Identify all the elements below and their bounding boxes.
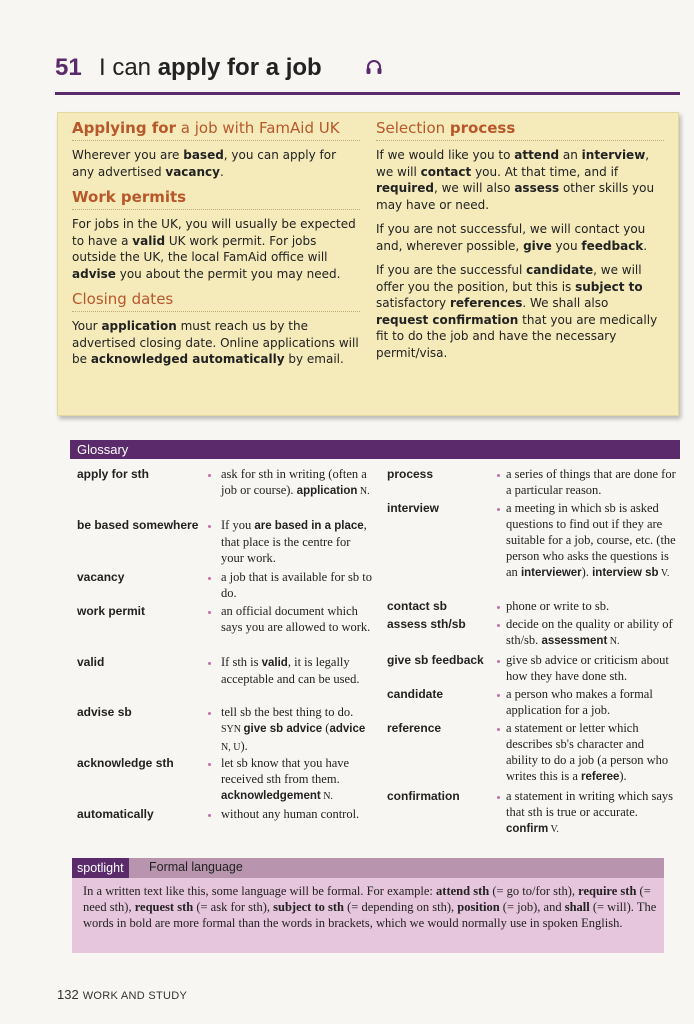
bullet-dot-icon <box>208 474 211 477</box>
glossary-definition: phone or write to sb. <box>506 599 610 613</box>
glossary-definition: a person who makes a formal application for a job. <box>506 687 653 717</box>
spotlight-subtitle: Formal language <box>149 860 243 874</box>
glossary-term: interview <box>387 501 440 515</box>
heading-selection-process: Selection process <box>376 119 664 141</box>
glossary-term: apply for sth <box>77 467 150 481</box>
page-title <box>99 54 322 82</box>
glossary-definition: If you are based in a place, that place is the centre for your work. <box>221 518 367 565</box>
notice-left-column <box>72 119 360 376</box>
title-bold: apply for a job <box>157 54 322 81</box>
bullet-dot-icon <box>208 577 211 580</box>
glossary-term: advise sb <box>77 705 132 719</box>
glossary-definition: a series of things that are done for a particular reason. <box>506 467 676 497</box>
glossary-term: automatically <box>77 807 154 821</box>
spotlight-box <box>72 858 664 953</box>
paragraph-work-permits: For jobs in the UK, you will usually be expected to have a valid UK work permit. For jobs outside the UK, the local FamAid office will advise you about the permit you may need. <box>72 217 356 281</box>
bullet-dot-icon <box>497 474 500 477</box>
title-prefix: I can <box>99 54 158 81</box>
glossary-term: process <box>387 467 434 481</box>
glossary-term: be based somewhere <box>77 518 199 532</box>
page-number: 132 <box>57 987 79 1002</box>
paragraph-closing-dates: Your application must reach us by the advertised closing date. Online applications will be acknowledged automatically by email. <box>72 319 359 366</box>
glossary-definition: ask for sth in writing (often a job or course). application N. <box>221 467 370 497</box>
glossary-definition: a statement or letter which describes sb's character and ability to do a job (a person who writes this is a referee). <box>506 721 669 783</box>
glossary-definition: tell sb the best thing to do. SYN give sb advice (advice N, U). <box>221 705 366 753</box>
page-header <box>55 52 680 95</box>
section-name: WORK AND STUDY <box>82 990 188 1002</box>
paragraph-selection-1: If we would like you to attend an interview, we will contact you. At that time, and if required, we will also assess other skills you may have or need. <box>376 148 655 212</box>
glossary-definition: If sth is valid, it is legally acceptable and can be used. <box>221 655 360 686</box>
glossary-term: work permit <box>77 604 146 618</box>
bullet-dot-icon <box>208 712 211 715</box>
glossary-definition: an official document which says you are allowed to work. <box>221 604 371 634</box>
paragraph-applying: Wherever you are based, you can apply for any advertised vacancy. <box>72 148 336 179</box>
notice-right-column <box>376 119 664 369</box>
spotlight-bar <box>72 858 664 878</box>
glossary-term: vacancy <box>77 570 125 584</box>
bullet-dot-icon <box>497 796 500 799</box>
bullet-dot-icon <box>208 662 211 665</box>
bullet-dot-icon <box>497 624 500 627</box>
glossary-term: reference <box>387 721 442 735</box>
unit-number: 51 <box>55 54 82 81</box>
spotlight-text: In a written text like this, some language will be formal. For example: attend sth (= go to/for sth), require sth (= need sth), request sth (= ask for sth), subject to sth (= depending on sth), position (= job), and shall (= will). The words in bold are more formal than the words in brackets, which we would normally use in spoken English. <box>83 884 657 930</box>
bullet-dot-icon <box>208 611 211 614</box>
glossary-definition: a statement in writing which says that sth is true or accurate. confirm V. <box>506 789 673 835</box>
glossary-term: contact sb <box>387 599 448 613</box>
glossary-definition: give sb advice or criticism about how they have done sth. <box>506 653 669 683</box>
bullet-dot-icon <box>497 508 500 511</box>
glossary-term: candidate <box>387 687 444 701</box>
heading-applying: Applying for a job with FamAid UK <box>72 119 360 141</box>
bullet-dot-icon <box>208 814 211 817</box>
bullet-dot-icon <box>208 525 211 528</box>
bullet-dot-icon <box>497 660 500 663</box>
glossary-definition: without any human control. <box>221 807 360 821</box>
glossary-title: Glossary <box>77 442 129 457</box>
glossary-term: acknowledge sth <box>77 756 174 770</box>
glossary-definition: let sb know that you have received sth from them. acknowledgement N. <box>221 756 350 802</box>
paragraph-selection-3: If you are the successful candidate, we will offer you the position, but this is subject to satisfactory references. We shall also request confirmation that you are medically fit to do the job and have the necessary permit/visa. <box>376 263 658 360</box>
heading-work-permits: Work permits <box>72 188 360 210</box>
glossary-definition: a job that is available for sb to do. <box>221 570 373 600</box>
bullet-dot-icon <box>497 694 500 697</box>
paragraph-selection-2: If you are not successful, we will contact you and, wherever possible, give you feedback. <box>376 222 648 253</box>
glossary-header <box>70 440 680 459</box>
headphones-icon[interactable] <box>365 58 383 76</box>
glossary-term: valid <box>77 655 105 669</box>
glossary-definition: decide on the quality or ability of sth/sb. assessment N. <box>506 617 673 647</box>
glossary-definition: a meeting in which sb is asked questions to find out if they are suitable for a job, course, etc. (the person who asks the questions is an interviewer). interview sb V. <box>506 501 676 579</box>
page-footer <box>57 987 187 1002</box>
glossary-term: give sb feedback <box>387 653 484 667</box>
bullet-dot-icon <box>497 606 500 609</box>
job-notice-box <box>57 112 679 416</box>
glossary-term: assess sth/sb <box>387 617 466 631</box>
heading-closing-dates: Closing dates <box>72 290 360 312</box>
bullet-dot-icon <box>208 763 211 766</box>
spotlight-tag: spotlight <box>72 858 129 878</box>
glossary-term: confirmation <box>387 789 460 803</box>
bullet-dot-icon <box>497 728 500 731</box>
